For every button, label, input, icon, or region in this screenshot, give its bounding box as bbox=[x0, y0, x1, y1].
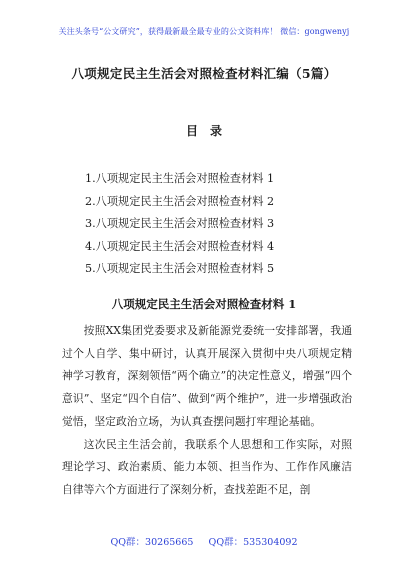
section-body bbox=[62, 320, 352, 502]
toc-item[interactable]: 3.八项规定民主生活会对照检查材料 3 bbox=[85, 217, 275, 230]
toc-item[interactable]: 1.八项规定民主生活会对照检查材料 1 bbox=[85, 172, 275, 185]
section-title: 八项规定民主生活会对照检查材料 1 bbox=[111, 297, 297, 311]
body-paragraph: 这次民主生活会前，我联系个人思想和工作实际，对照理论学习、政治素质、能力本领、担当作为、工作作风廉洁自律等六个方面进行了深刻分析，查找差距不足，剖 bbox=[62, 437, 352, 496]
body-paragraph: 按照XX集团党委要求及新能源党委统一安排部署，我通过个人自学、集中研讨，认真开展深入贯彻中央八项规定精神学习教育，深刻领悟“两个确立”的决定性意义，增强“四个意识”、坚定“四个自信”、做到“两个维护”，进一步增强政治觉悟，坚定政治立场，为认真查摆问题打牢理论基础。 bbox=[62, 324, 352, 428]
toc-item[interactable]: 5.八项规定民主生活会对照检查材料 5 bbox=[85, 262, 275, 275]
document-title: 八项规定民主生活会对照检查材料汇编（5篇） bbox=[71, 66, 337, 81]
qq-group-2: QQ群：535304092 bbox=[208, 537, 298, 548]
qq-group-1: QQ群：30265665 bbox=[110, 537, 194, 548]
footer-contact bbox=[0, 534, 408, 548]
toc-item[interactable]: 2.八项规定民主生活会对照检查材料 2 bbox=[85, 194, 275, 208]
header-promo-note: 关注头条号“公文研究”，获得最新最全最专业的公文资料库！ 微信：gongwenyj bbox=[58, 27, 350, 36]
toc-item[interactable]: 4.八项规定民主生活会对照检查材料 4 bbox=[85, 239, 275, 253]
toc-heading: 目录 bbox=[185, 124, 234, 138]
table-of-contents bbox=[85, 170, 274, 283]
